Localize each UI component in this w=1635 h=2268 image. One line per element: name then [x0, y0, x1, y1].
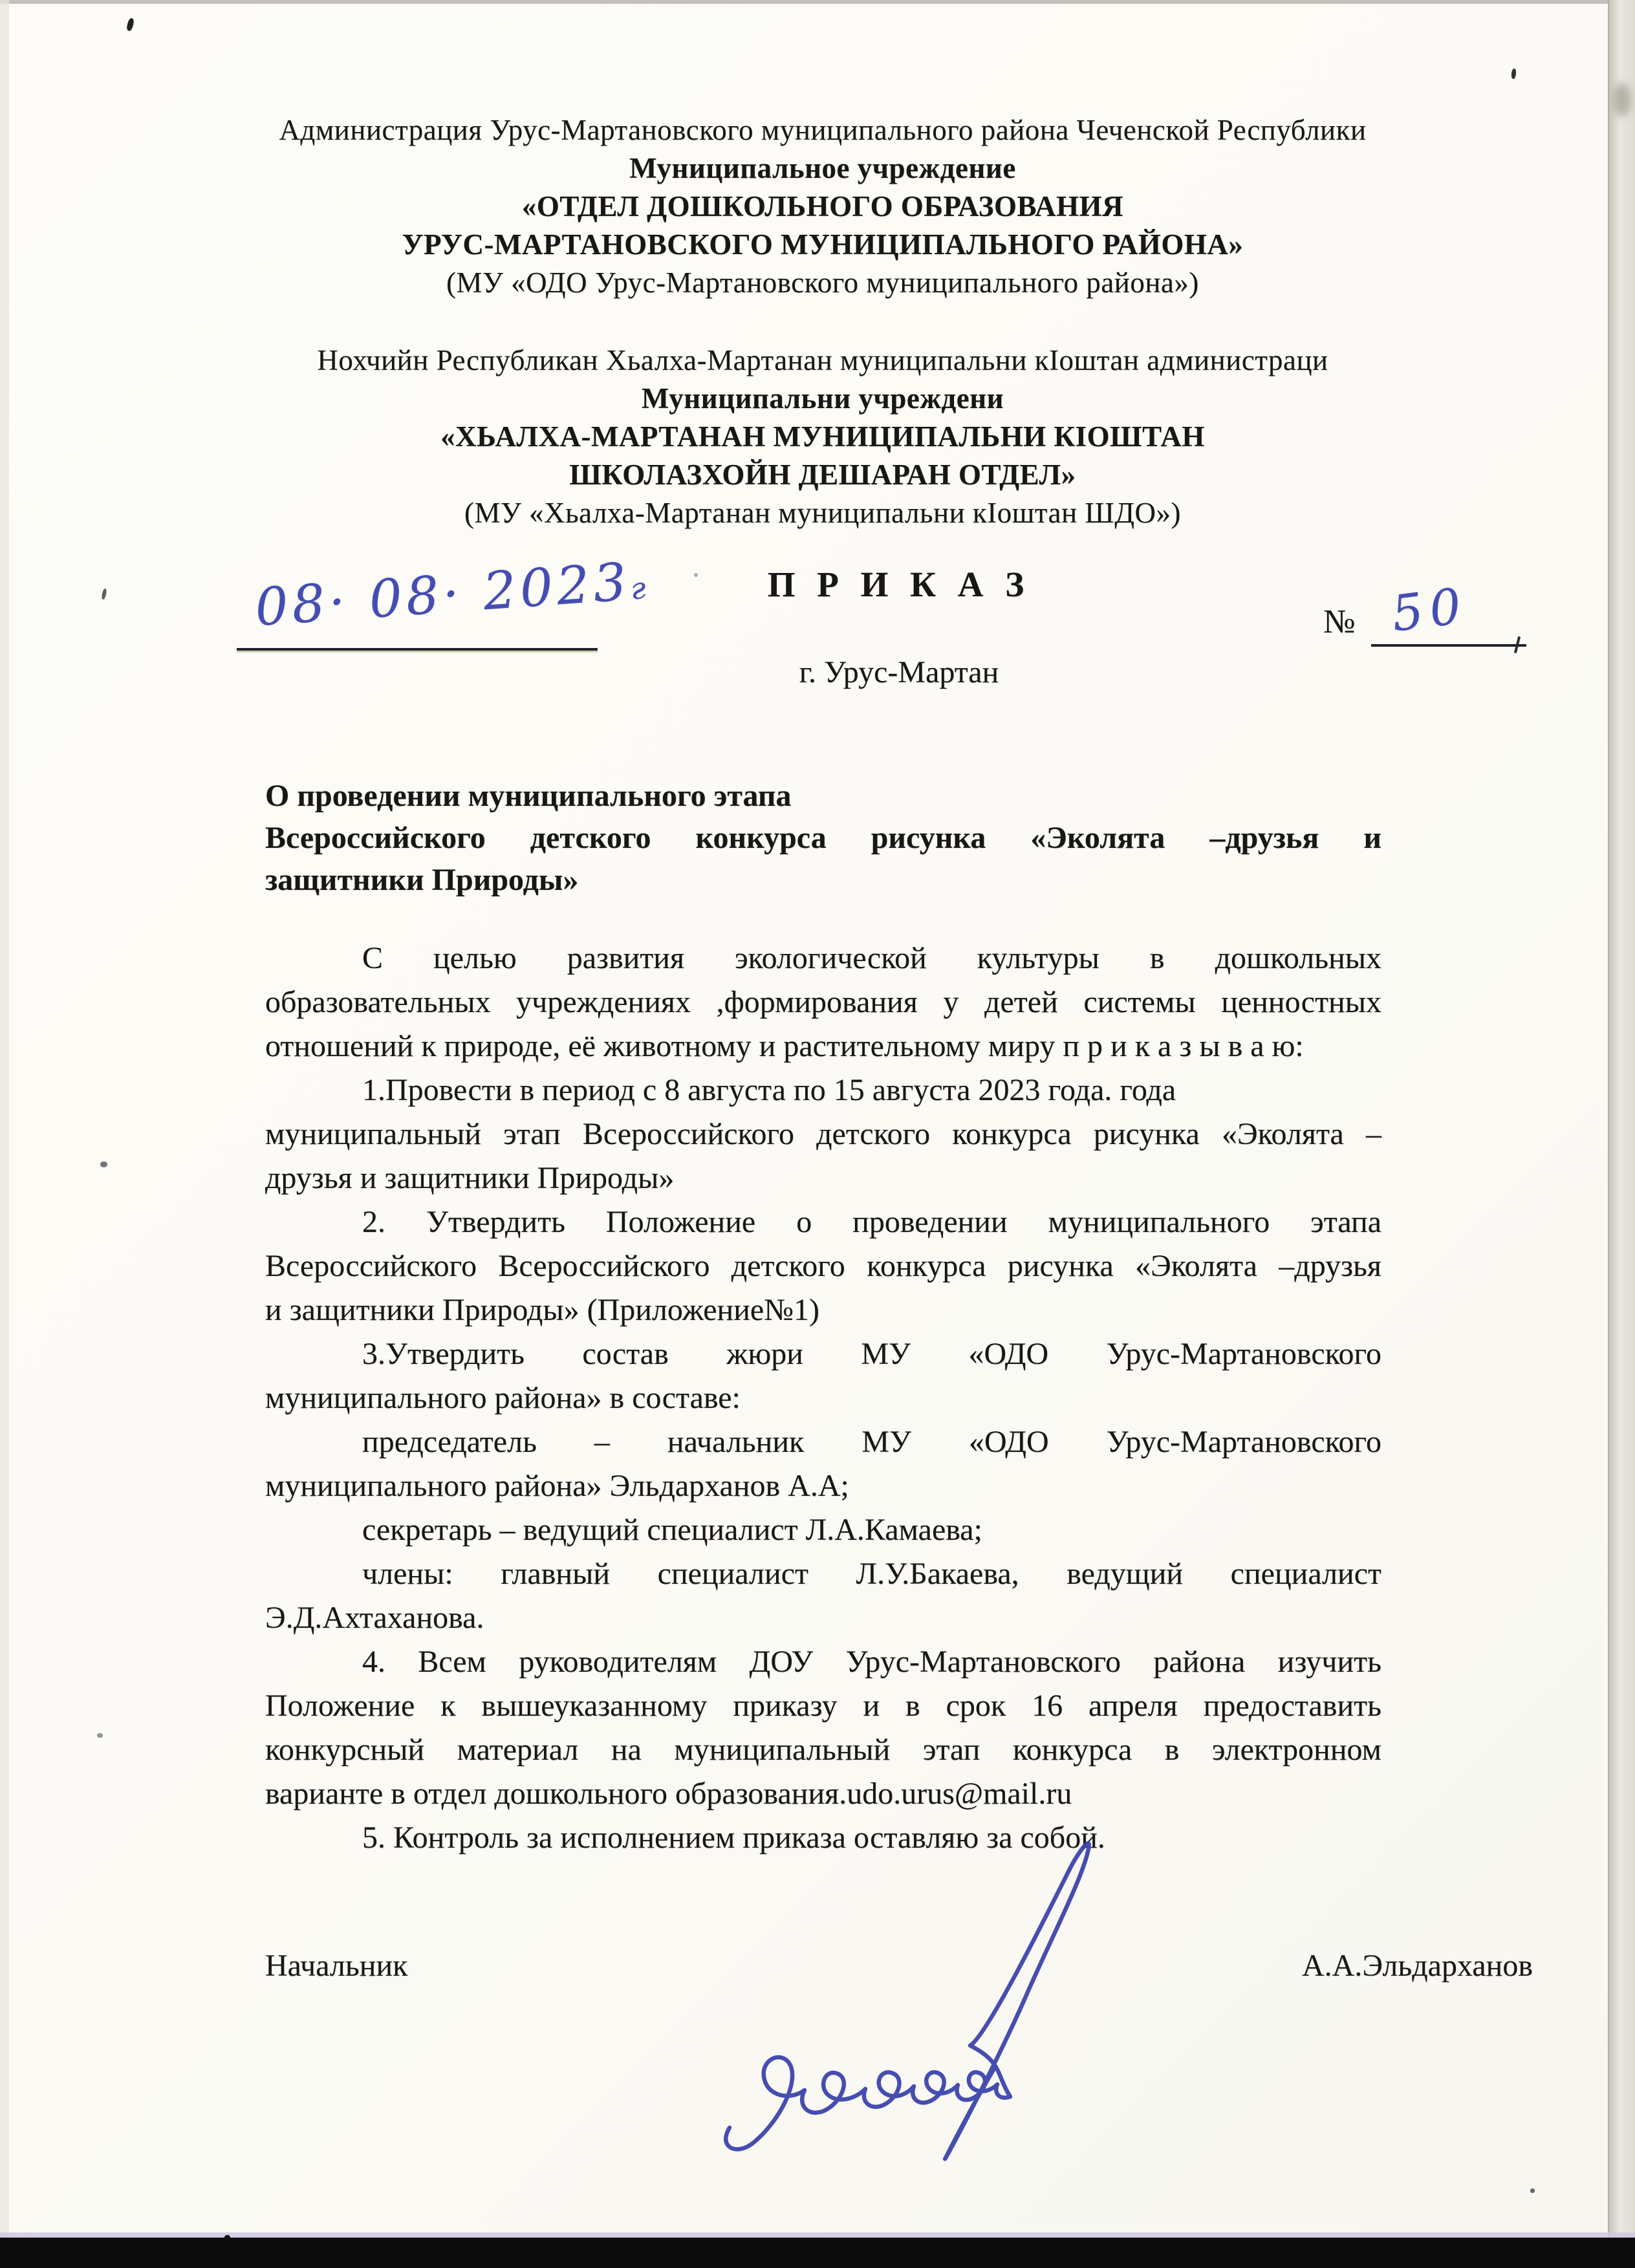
letterhead-line: Муниципальное учреждение — [629, 152, 1016, 184]
body-line: секретарь – ведущий специалист Л.А.Камаева; — [362, 1513, 982, 1547]
signatory-name: А.А.Эльдарханов — [1302, 1949, 1533, 1983]
body-line: члены: главный специалист Л.У.Бакаева, ведущий специалист — [362, 1557, 1381, 1591]
letterhead-line: «ХЬАЛХА-МАРТАНАН МУНИЦИПАЛЬНИ КIОШТАН — [440, 420, 1205, 453]
signature-ink — [692, 1822, 1119, 2185]
subject-line: защитники Природы» — [265, 863, 579, 897]
scan-speck — [1530, 2188, 1535, 2193]
body-line: 5. Контроль за исполнением приказа оставляю за собой. — [362, 1820, 1105, 1855]
letterhead-line: УРУС-МАРТАНОВСКОГО МУНИЦИПАЛЬНОГО РАЙОНА» — [402, 228, 1244, 261]
scan-smudge — [1613, 83, 1631, 116]
date-underline — [237, 648, 598, 651]
scan-edge-right — [1608, 0, 1635, 2268]
letterhead-line: Нохчийн Республикан Хьалха-Мартанан муниципальни кIоштан администраци — [317, 344, 1328, 376]
body-line: муниципального района» Эльдарханов А.А; — [265, 1469, 849, 1503]
body-line: председатель – начальник МУ «ОДО Урус-Мартановского — [362, 1425, 1381, 1459]
order-title: П Р И К А З — [767, 565, 1031, 604]
scan-speck — [101, 589, 107, 600]
body-line: 4. Всем руководителям ДОУ Урус-Мартановского района изучить — [362, 1645, 1381, 1679]
body-line: муниципального района» в составе: — [265, 1381, 741, 1415]
body-line: образовательных учреждениях ,формирования у детей системы ценностных — [265, 985, 1381, 1019]
body-line: Э.Д.Ахтаханова. — [265, 1601, 484, 1635]
city-line: г. Урус-Мартан — [799, 655, 999, 689]
handwritten-order-number: 50 — [1389, 576, 1471, 643]
body-line: и защитники Природы» (Приложение№1) — [265, 1293, 819, 1327]
body-line: Положение к вышеуказанному приказу и в срок 16 апреля предоставить — [265, 1689, 1381, 1723]
scan-speck — [126, 17, 135, 32]
body-line: С целью развития экологической культуры в дошкольных — [362, 941, 1381, 975]
letterhead-line: «ОТДЕЛ ДОШКОЛЬНОГО ОБРАЗОВАНИЯ — [521, 190, 1124, 222]
body-line: конкурсный материал на муниципальный этап конкурса в электронном — [265, 1733, 1381, 1767]
signatory-position: Начальник — [265, 1949, 408, 1983]
scan-edge-bottom — [0, 2238, 1635, 2268]
order-subject — [265, 775, 1381, 901]
subject-line: Всероссийского детского конкурса рисунка «Эколята –друзья и — [265, 821, 1381, 855]
scan-edge-left — [0, 0, 9, 2268]
subject-line: О проведении муниципального этапа — [265, 779, 792, 813]
body-line: отношений к природе, её животному и растительному миру п р и к а з ы в а ю: — [265, 1029, 1304, 1063]
letterhead-line: (МУ «Хьалха-Мартанан муниципальни кIоштан ШДО») — [464, 497, 1182, 529]
letterhead-russian — [264, 111, 1381, 302]
body-line: варианте в отдел дошкольного образования.udo.urus@mail.ru — [265, 1777, 1072, 1811]
body-line: 2. Утвердить Положение о проведении муниципального этапа — [362, 1205, 1381, 1239]
scan-edge-top — [0, 0, 1635, 4]
body-line: друзья и защитники Природы» — [265, 1161, 675, 1195]
letterhead-line: (МУ «ОДО Урус-Мартановского муниципального района») — [446, 266, 1199, 299]
letterhead-line: ШКОЛАЗХОЙН ДЕШАРАН ОТДЕЛ» — [569, 459, 1076, 491]
body-line: Всероссийского Всероссийского детского конкурса рисунка «Эколята –друзья — [265, 1249, 1381, 1283]
scan-speck — [694, 573, 698, 577]
date-year-suffix: г — [629, 570, 647, 607]
scan-speck — [224, 2235, 230, 2241]
letterhead-line: Муниципальни учреждени — [641, 382, 1004, 415]
scan-speck — [100, 1161, 107, 1167]
letterhead-line: Администрация Урус-Мартановского муниципального района Чеченской Республики — [279, 114, 1367, 146]
body-line: муниципальный этап Всероссийского детского конкурса рисунка «Эколята – — [265, 1117, 1381, 1151]
order-body — [265, 936, 1381, 1860]
order-number-label: № — [1323, 603, 1356, 640]
handwritten-date: 08· 08· 2023г — [253, 551, 647, 638]
number-underline — [1371, 644, 1526, 647]
body-line: 1.Провести в период с 8 августа по 15 августа 2023 года. года — [362, 1073, 1176, 1107]
scan-speck — [97, 1733, 103, 1738]
scan-speck — [1511, 69, 1517, 80]
body-line: 3.Утвердить состав жюри МУ «ОДО Урус-Мартановского — [362, 1337, 1381, 1371]
letterhead-chechen — [264, 341, 1381, 532]
